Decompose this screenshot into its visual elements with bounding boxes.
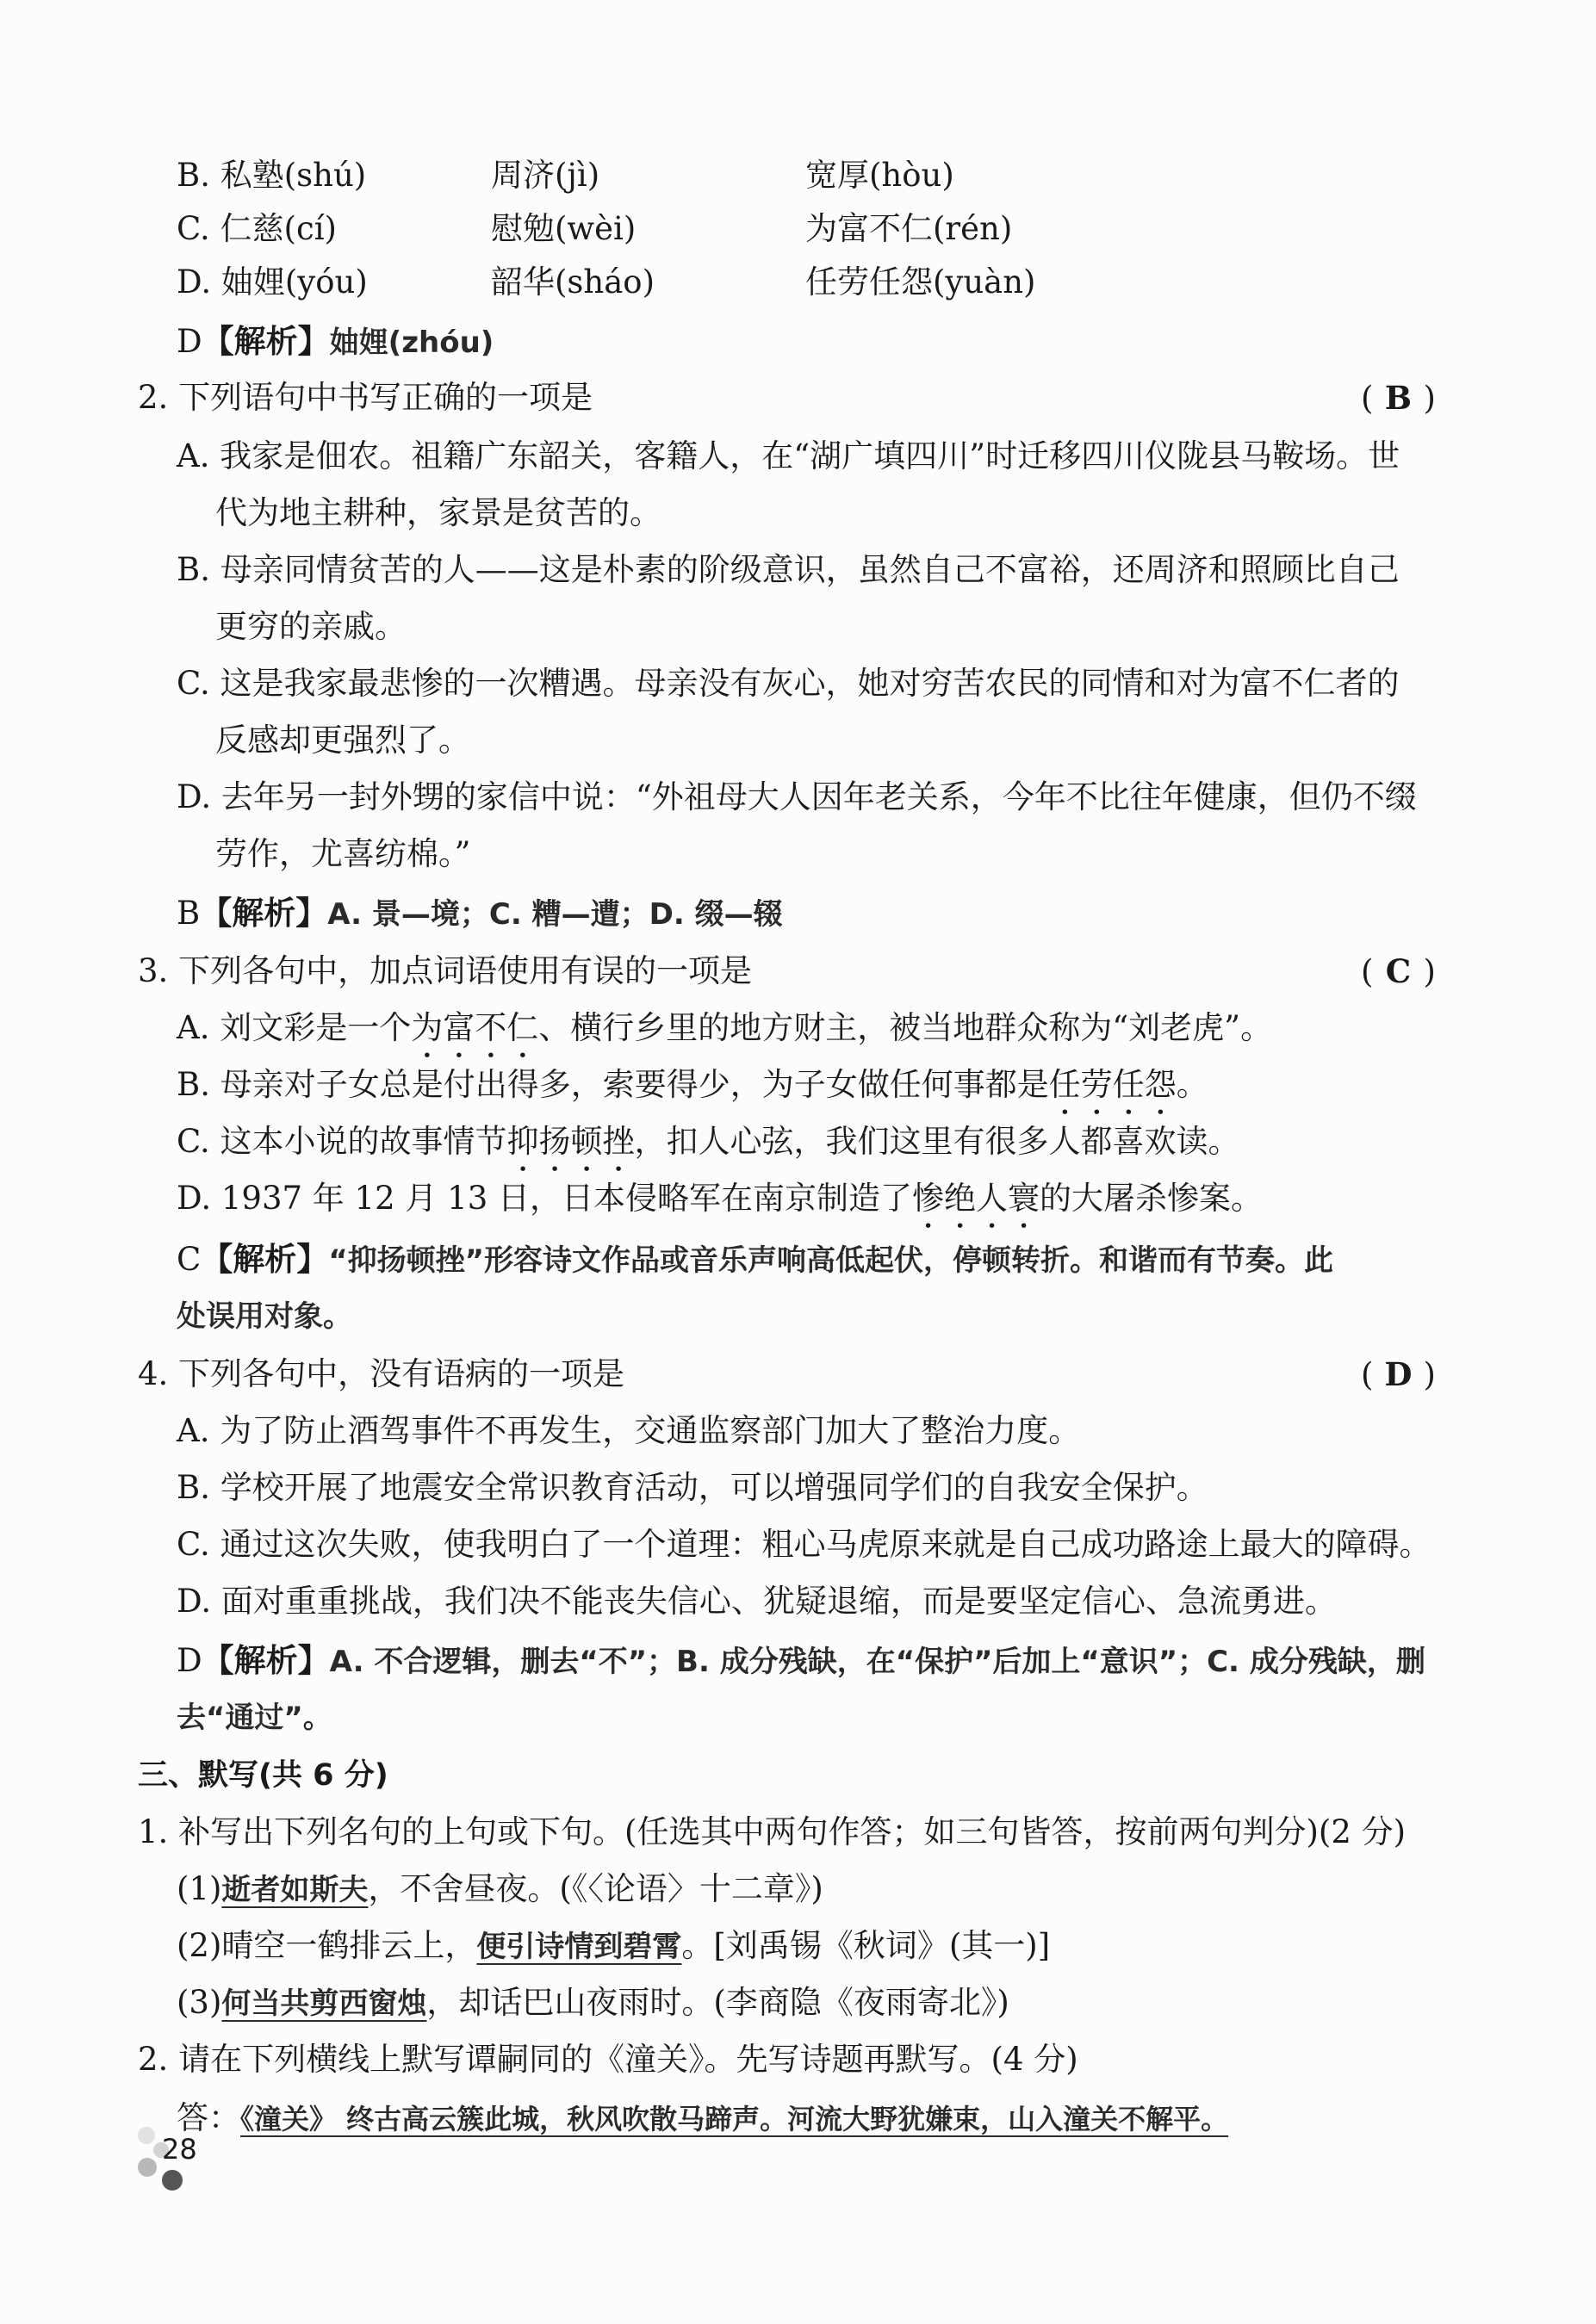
section3-title: 三、默写(共 6 分) (138, 1758, 388, 1793)
decoration-dot (162, 2170, 183, 2191)
q3-option-d: D. 1937 年 12 月 13 日，日本侵略军在南京制造了惨绝人寰的大屠杀惨案。 (177, 1180, 1263, 1217)
q4-answer-box: ( D ) (1361, 1355, 1436, 1393)
q1-option-c-2: 慰勉(wèi) (491, 210, 637, 247)
q2-option-c-line2: 反感却更强烈了。 (215, 722, 470, 759)
q4-analysis-line2: 去“通过”。 (177, 1701, 332, 1735)
q3-stem: 3. 下列各句中，加点词语使用有误的一项是 (138, 952, 753, 989)
q1-option-d-2: 韶华(sháo) (491, 263, 655, 301)
section3-q1-stem: 1. 补写出下列名句的上句或下句。(任选其中两句作答；如三句皆答，按前两句判分)(2 分) (138, 1813, 1407, 1850)
q1-option-b: B. 私塾(shú) (177, 157, 367, 194)
q1-option-d: D. 妯娌(yóu) (177, 263, 368, 301)
q2-analysis: B【解析】A. 景—境；C. 糟—遭；D. 缀—辍 (177, 894, 783, 932)
q1-analysis: D【解析】妯娌(zhóu) (177, 322, 494, 360)
q2-answer-box: ( B ) (1361, 379, 1436, 417)
q2-option-b-line2: 更穷的亲戚。 (215, 608, 407, 645)
q2-option-a-line1: A. 我家是佃农。祖籍广东韶关，客籍人，在“湖广填四川”时迁移四川仪陇县马鞍场。世 (177, 437, 1400, 474)
q4-stem: 4. 下列各句中，没有语病的一项是 (138, 1355, 625, 1392)
q3-option-b: B. 母亲对子女总是付出得多，索要得少，为子女做任何事都是任劳任怨。 (177, 1066, 1208, 1103)
q3-analysis-line1: C【解析】“抑扬顿挫”形容诗文作品或音乐声响高低起伏，停顿转折。和谐而有节奏。此 (177, 1240, 1334, 1278)
q2-option-b-line1: B. 母亲同情贫苦的人——这是朴素的阶级意识，虽然自己不富裕，还周济和照顾比自己 (177, 551, 1400, 588)
q4-option-b: B. 学校开展了地震安全常识教育活动，可以增强同学们的自我安全保护。 (177, 1469, 1208, 1506)
q1-option-c-3: 为富不仁(rén) (805, 210, 1013, 247)
section3-q2-stem: 2. 请在下列横线上默写谭嗣同的《潼关》。先写诗题再默写。(4 分) (138, 2041, 1078, 2078)
section3-line3: (3)何当共剪西窗烛，却话巴山夜雨时。(李商隐《夜雨寄北》) (177, 1984, 1009, 2021)
q4-analysis-line1: D【解析】A. 不合逻辑，删去“不”；B. 成分残缺，在“保护”后加上“意识”；C. 成分残缺，删 (177, 1641, 1425, 1679)
q3-analysis-line2: 处误用对象。 (177, 1299, 352, 1334)
q2-option-c-line1: C. 这是我家最悲惨的一次糟遇。母亲没有灰心，她对穷苦农民的同情和对为富不仁者的 (177, 665, 1400, 702)
section3-line2: (2)晴空一鹤排云上，便引诗情到碧霄。[刘禹锡《秋词》(其一)] (177, 1927, 1051, 1964)
section3-q2-answer: 答：《潼关》 终古高云簇此城，秋风吹散马蹄声。河流大野犹嫌束，山入潼关不解平。 (177, 2099, 1229, 2136)
q4-option-a: A. 为了防止酒驾事件不再发生，交通监察部门加大了整治力度。 (177, 1412, 1081, 1449)
q3-answer-box: ( C ) (1361, 952, 1436, 990)
q1-option-d-3: 任劳任怨(yuàn) (805, 263, 1036, 301)
decoration-dot (138, 2158, 157, 2177)
q2-option-d-line2: 劳作，尤喜纺棉。” (215, 835, 471, 872)
page-number: 28 (162, 2133, 197, 2166)
section3-line1: (1)逝者如斯夫，不舍昼夜。(《〈论语〉十二章》) (177, 1870, 823, 1907)
q2-option-d-line1: D. 去年另一封外甥的家信中说：“外祖母大人因年老关系，今年不比往年健康，但仍不缀 (177, 778, 1417, 815)
q1-option-b-2: 周济(jì) (491, 157, 600, 194)
q3-option-c: C. 这本小说的故事情节抑扬顿挫，扣人心弦，我们这里有很多人都喜欢读。 (177, 1123, 1240, 1160)
q4-option-d: D. 面对重重挑战，我们决不能丧失信心、犹疑退缩，而是要坚定信心、急流勇进。 (177, 1583, 1337, 1620)
q4-option-c: C. 通过这次失败，使我明白了一个道理：粗心马虎原来就是自己成功路途上最大的障碍。 (177, 1526, 1431, 1563)
q1-option-b-3: 宽厚(hòu) (805, 157, 954, 194)
q2-option-a-line2: 代为地主耕种，家景是贫苦的。 (215, 494, 661, 531)
q1-option-c: C. 仁慈(cí) (177, 210, 337, 247)
decoration-dot (138, 2127, 155, 2144)
q2-stem: 2. 下列语句中书写正确的一项是 (138, 379, 593, 416)
q3-option-a: A. 刘文彩是一个为富不仁、横行乡里的地方财主，被当地群众称为“刘老虎”。 (177, 1009, 1273, 1046)
